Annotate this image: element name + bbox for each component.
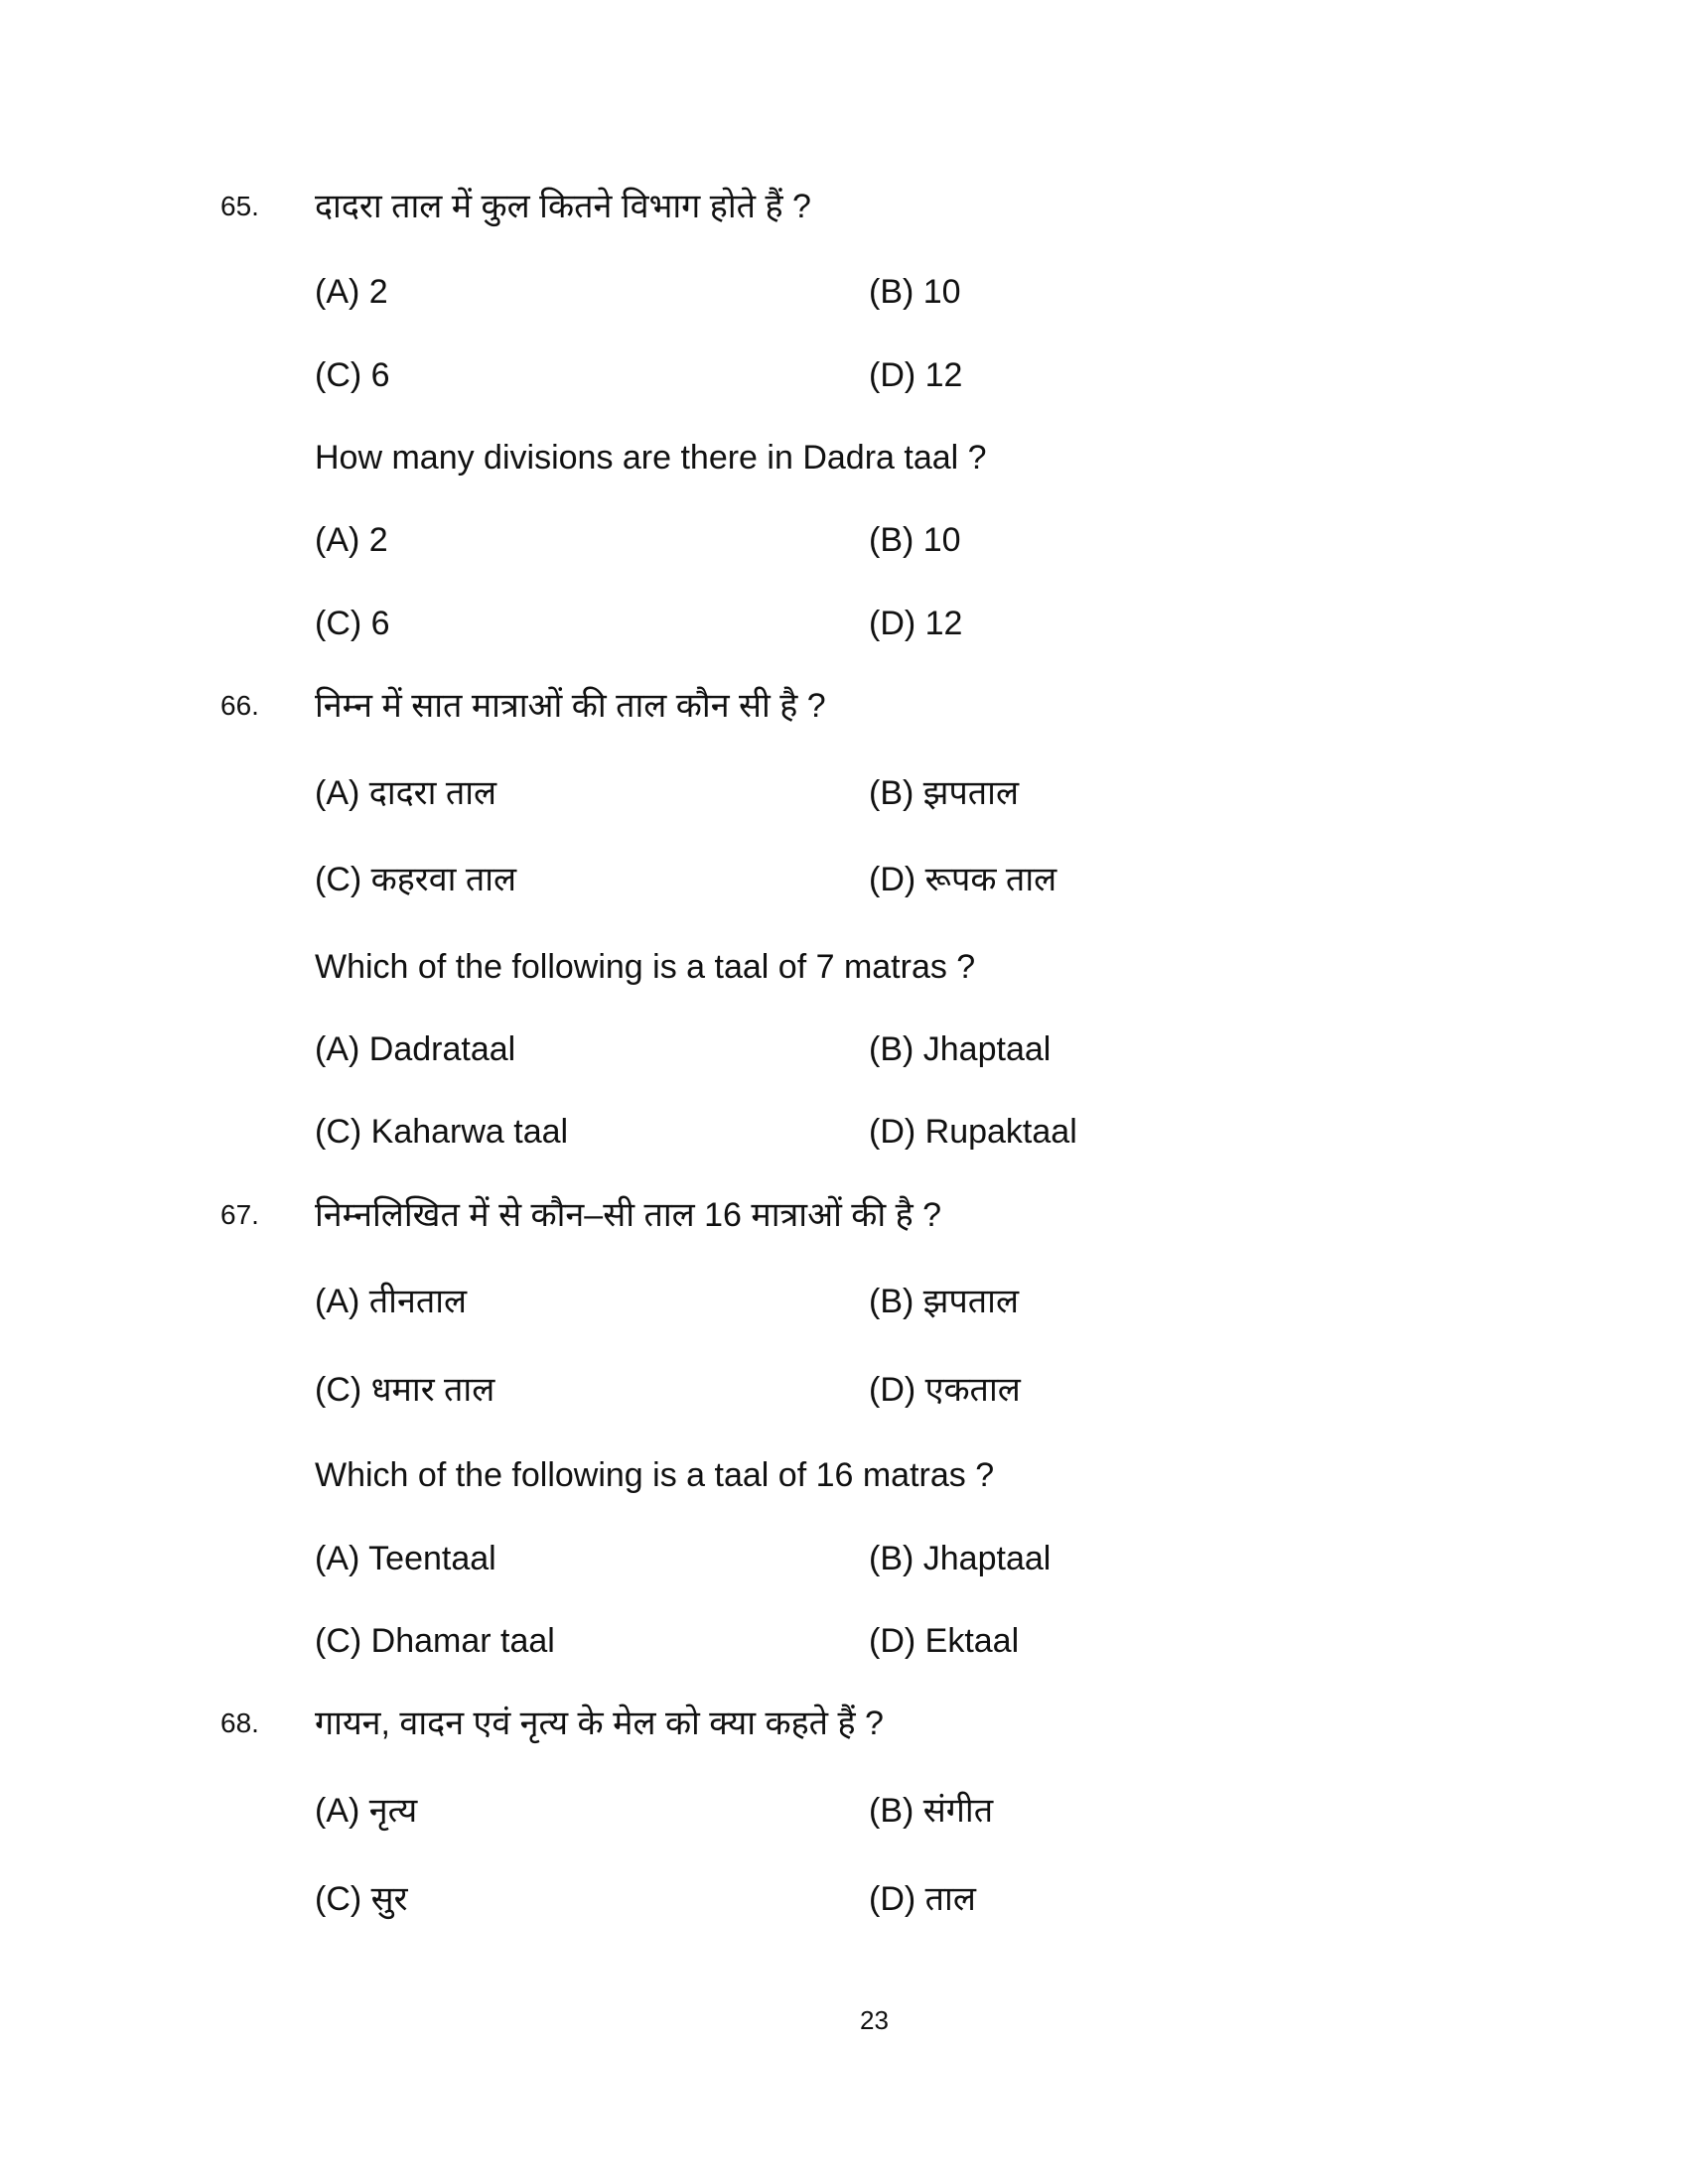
option-a: (A) Teentaal [315, 1540, 496, 1577]
option-d: (D) Ektaal [869, 1622, 1020, 1660]
question-text-hindi: निम्न में सात मात्राओं की ताल कौन सी है ? [315, 687, 826, 725]
option-c: (C) 6 [315, 356, 390, 394]
option-d: (D) 12 [869, 605, 963, 642]
option-a: (A) 2 [315, 521, 388, 559]
question-text-english: Which of the following is a taal of 16 matras ? [315, 1456, 995, 1494]
question-text-hindi: निम्नलिखित में से कौन–सी ताल 16 मात्राओं की है ? [315, 1196, 942, 1234]
option-c: (C) Dhamar taal [315, 1622, 555, 1660]
option-a: (A) तीनताल [315, 1283, 468, 1320]
option-a: (A) Dadrataal [315, 1030, 516, 1068]
option-c: (C) सुर [315, 1880, 408, 1918]
option-d: (D) एकताल [869, 1371, 1021, 1409]
option-a: (A) दादरा ताल [315, 774, 497, 812]
question-number: 66. [220, 690, 259, 721]
option-b: (B) 10 [869, 273, 961, 311]
option-b: (B) 10 [869, 521, 961, 559]
option-d: (D) ताल [869, 1880, 976, 1918]
question-text-english: How many divisions are there in Dadra taal ? [315, 439, 987, 477]
option-b: (B) Jhaptaal [869, 1540, 1052, 1577]
option-c: (C) धमार ताल [315, 1371, 495, 1409]
option-b: (B) संगीत [869, 1792, 994, 1830]
option-d: (D) रूपक ताल [869, 861, 1057, 898]
option-c: (C) Kaharwa taal [315, 1113, 569, 1151]
question-text-english: Which of the following is a taal of 7 matras ? [315, 948, 976, 986]
option-b: (B) झपताल [869, 1283, 1020, 1320]
question-text-hindi: दादरा ताल में कुल कितने विभाग होते हैं ? [315, 188, 811, 225]
question-number: 65. [220, 191, 259, 221]
option-a: (A) नृत्य [315, 1792, 418, 1830]
option-c: (C) कहरवा ताल [315, 861, 517, 898]
option-a: (A) 2 [315, 273, 388, 311]
option-d: (D) Rupaktaal [869, 1113, 1077, 1151]
option-d: (D) 12 [869, 356, 963, 394]
option-b: (B) झपताल [869, 774, 1020, 812]
option-c: (C) 6 [315, 605, 390, 642]
page-number: 23 [860, 2005, 889, 2035]
question-number: 67. [220, 1199, 259, 1230]
option-b: (B) Jhaptaal [869, 1030, 1052, 1068]
question-text-hindi: गायन, वादन एवं नृत्य के मेल को क्या कहते हैं ? [315, 1705, 884, 1742]
question-number: 68. [220, 1707, 259, 1738]
